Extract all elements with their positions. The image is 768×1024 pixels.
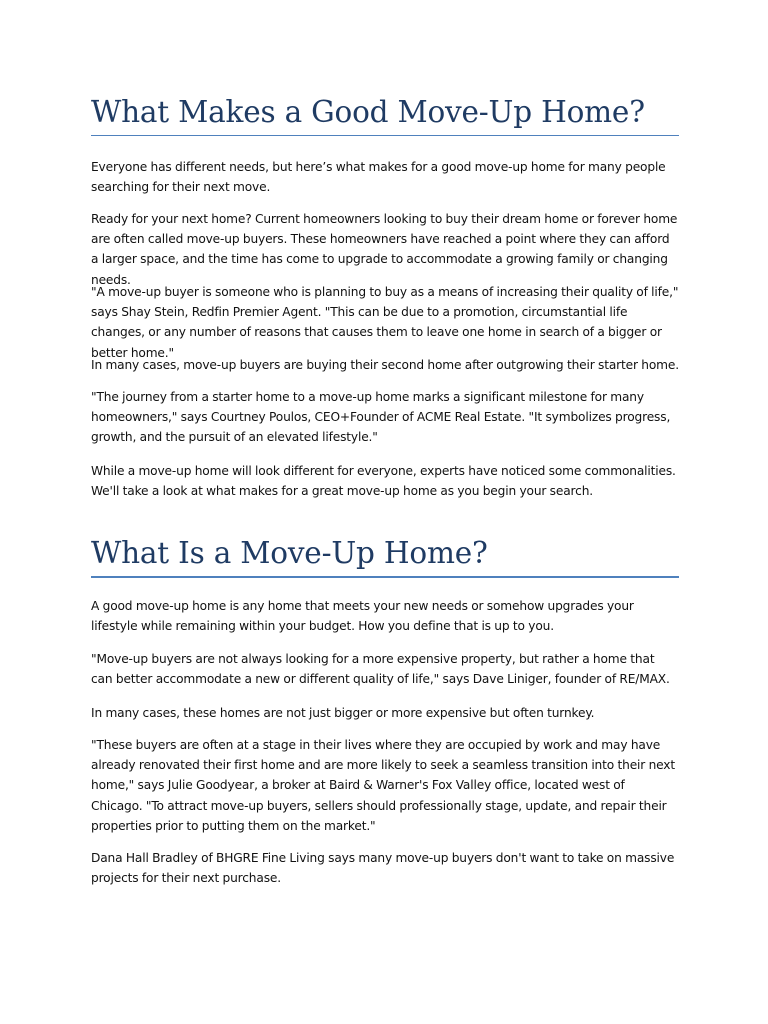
paragraph: Everyone has different needs, but here’s what makes for a good move-up home for many people searching for their next move. bbox=[91, 160, 666, 195]
paragraph: "Move-up buyers are not always looking for a more expensive property, but rather a home that can better accommodate a new or different quality of life," says Dave Liniger, founder of RE/MAX. bbox=[91, 652, 670, 687]
paragraph: "The journey from a starter home to a move-up home marks a significant milestone for many homeowners," says Courtney Poulos, CEO+Founder of ACME Real Estate. "It symbolizes progress, growth, and the pursuit of an elevated lifestyle." bbox=[91, 390, 671, 445]
heading-underline bbox=[91, 135, 679, 136]
section-heading: What Makes a Good Move-Up Home? bbox=[91, 95, 645, 129]
section-what-makes-a-good-move-up-home bbox=[91, 94, 679, 136]
paragraph: While a move-up home will look different for everyone, experts have noticed some commonalities. We'll take a look at what makes for a great move-up home as you begin your search. bbox=[91, 464, 676, 499]
paragraph: Ready for your next home? Current homeowners looking to buy their dream home or forever home are often called move-up buyers. These homeowners have reached a point where they can afford a larger space, and the time has come to upgrade to accommodate a growing family or changing needs. bbox=[91, 212, 678, 287]
paragraph: Dana Hall Bradley of BHGRE Fine Living says many move-up buyers don't want to take on massive projects for their next purchase. bbox=[91, 851, 675, 886]
paragraph: In many cases, move-up buyers are buying their second home after outgrowing their starter home. bbox=[91, 358, 679, 372]
heading-underline bbox=[91, 576, 679, 578]
section-heading: What Is a Move-Up Home? bbox=[91, 536, 488, 570]
paragraph: "A move-up buyer is someone who is planning to buy as a means of increasing their quality of life," says Shay Stein, Redfin Premier Agent. "This can be due to a promotion, circumstantial life changes, or any number of reasons that causes them to leave one home in search of a bigger or better home." bbox=[91, 285, 679, 360]
paragraph: A good move-up home is any home that meets your new needs or somehow upgrades your lifestyle while remaining within your budget. How you define that is up to you. bbox=[91, 599, 634, 634]
paragraph: In many cases, these homes are not just bigger or more expensive but often turnkey. bbox=[91, 706, 595, 720]
section-what-is-a-move-up-home bbox=[91, 535, 679, 578]
paragraph: "These buyers are often at a stage in their lives where they are occupied by work and may have already renovated their first home and are more likely to seek a seamless transition into their next home," says Julie Goodyear, a broker at Baird & Warner's Fox Valley office, located west of Chicago. "To attract move-up buyers, sellers should professionally stage, update, and repair their properties prior to putting them on the market." bbox=[91, 738, 675, 833]
